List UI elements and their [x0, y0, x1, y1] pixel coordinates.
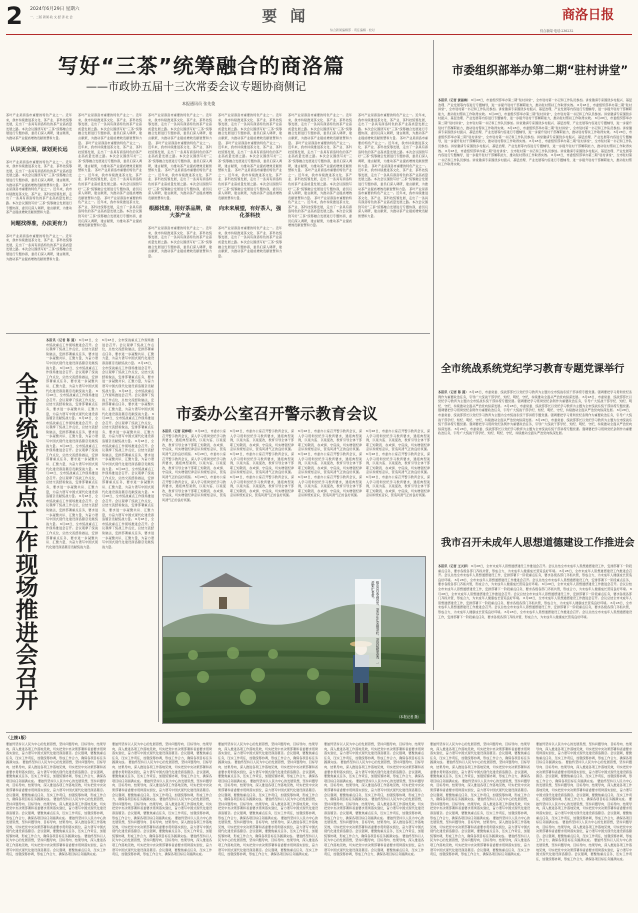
photo-caption — [355, 579, 381, 667]
right-body-text-3: 6月28日，全市未成年人思想道德建设工作推进会召开。会议总结全市未成年人思想道德建设工作，安排部署下一阶段重点任务，要求各级各部门齐抓共管，形成合力，为未成年人健康成长营造良好环境。 — [438, 586, 632, 601]
right-body-text-1: 6月28日，市委组织部举办第二期“驻村讲堂”，全市驻村第一书记和工作队员参加。讲堂邀请专家围绕乡村振兴、基层治理、产业发展等内容进行专题辅导，进一步提升驻村干部履职能力，推动驻村帮扶工作取得实效。 — [438, 125, 632, 135]
main-body-col3 — [148, 113, 212, 328]
right-body-text-3: 6月28日，全市未成年人思想道德建设工作推进会召开。会议总结全市未成年人思想道德建设工作，安排部署下一阶段重点任务，要求各级各部门齐抓共管，形成合力，为未成年人健康成长营造良好环境。 — [438, 577, 632, 587]
right-body-text-2: 6月28日，市委常委、统战部部长以党纪学习教育为主题为全市统战系统干部讲授专题党课。强调要把学习贯彻党纪条例作为重要政治任务，引导广大统战干部学纪、知纪、明纪、守纪，持续推动全面从严治党向纵深发展。 — [438, 417, 632, 431]
bottom-body-text: 要始终坚持以人民为中心的发展思想，坚持问题导向、目标导向、结果导向，深入推进各项工作落地见效，切实把党中央决策部署和省委要求贯彻落实到位，奋力谱写中国式现代化建设商洛篇章。会议强调，要聚焦重点任务，压实工作责任，加强统筹协调，形成工作合力，确保各项目标任务圆满完成。 — [6, 833, 106, 857]
bottom-body-text: 要始终坚持以人民为中心的发展思想，坚持问题导向、目标导向、结果导向，深入推进各项工作落地见效，切实把党中央决策部署和省委要求贯彻落实到位，奋力谱写中国式现代化建设商洛篇章。会议强调，要聚焦重点任务，压实工作责任，加强统筹协调，形成工作合力，确保各项目标任务圆满完成。 — [6, 742, 106, 765]
bottom-body-text: 要始终坚持以人民为中心的发展思想，坚持问题导向、目标导向、结果导向，深入推进各项工作落地见效，切实把党中央决策部署和省委要求贯彻落实到位，奋力谱写中国式现代化建设商洛篇章。会议强调，要聚焦重点任务，压实工作责任，加强统筹协调，形成工作合力，确保各项目标任务圆满完成。 — [6, 778, 106, 802]
center-body-text: 6月28日，市委办公室召开警示教育会议，深入学习贯彻党纪学习教育要求，通报典型案例，以案为鉴、以案促改，教育引导全体干部职工知敬畏、存戒惧、守底线，切实增强纪律意识和规矩意识，营造风清气正的良好氛围。 — [366, 429, 430, 452]
center-body-3 — [298, 429, 362, 551]
right-body-text-1: 6月28日，市委组织部举办第二期“驻村讲堂”，全市驻村第一书记和工作队员参加。讲堂邀请专家围绕乡村振兴、基层治理、产业发展等内容进行专题辅导，进一步提升驻村干部履职能力，推动驻村帮扶工作取得实效。 — [438, 102, 632, 116]
right-headline-2: 全市统战系统党纪学习教育专题党课举行 — [441, 364, 625, 375]
main-body-text: 茶叶产业是商洛市重要的特色产业之一。近年来，我市持续推进茶文化、茶产业、茶科技统筹发展，走出了一条具有商洛特色的茶产业高质量发展之路。本次会议围绕写好“三茶”统筹融合发展进行专题协商，委员们深入调研，建言献策，为推动茶产业提质增效贡献智慧和力量。 — [78, 113, 142, 145]
center-body-text: 6月28日，市委办公室召开警示教育会议，深入学习贯彻党纪学习教育要求，通报典型案例，以案为鉴、以案促改，教育引导全体干部职工知敬畏、存戒惧、守底线，切实增强纪律意识和规矩意识，营造风清气正的良好氛围。 — [298, 474, 362, 498]
main-body-text: 茶叶产业是商洛市重要的特色产业之一。近年来，我市持续推进茶文化、茶产业、茶科技统筹发展，走出了一条具有商洛特色的茶产业高质量发展之路。本次会议围绕写好“三茶”统筹融合发展进行专题协商，委员们深入调研，建言献策，为推动茶产业提质增效贡献智慧和力量。 — [358, 113, 428, 140]
vertical-char: 作 — [15, 530, 39, 557]
left-body-text: 6月28日，全市统战重点工作现场推进会召开。会议观摩了统战工作点位，总结交流经验做法，安排部署重点任务，要求进一步凝聚共识、汇聚力量，为奋力谱写中国式现代化建设商洛篇章贡献统战力量。 — [46, 365, 98, 393]
main-body-text: 茶叶产业是商洛市重要的特色产业之一。近年来，我市持续推进茶文化、茶产业、茶科技统筹发展，走出了一条具有商洛特色的茶产业高质量发展之路。本次会议围绕写好“三茶”统筹融合发展进行专题协商，委员们深入调研，建言献策，为推动茶产业提质增效贡献智慧和力量。 — [288, 195, 352, 228]
vertical-char: 推 — [15, 597, 39, 624]
main-body-col5 — [288, 113, 352, 328]
vertical-char: 市 — [15, 394, 39, 421]
center-body-text: 6月28日，市委办公室召开警示教育会议，深入学习贯彻党纪学习教育要求，通报典型案例，以案为鉴、以案促改，教育引导全体干部职工知敬畏、存戒惧、守底线，切实增强纪律意识和规矩意识，营造风清气正的良好氛围。 — [366, 474, 430, 498]
main-body-col4 — [218, 113, 282, 328]
vertical-char: 统 — [15, 417, 39, 444]
left-body-text: 6月28日，全市统战重点工作现场推进会召开。会议观摩了统战工作点位，总结交流经验做法，安排部署重点任务，要求进一步凝聚共识、汇聚力量，为奋力谱写中国式现代化建设商洛篇章贡献统战力量。 — [102, 489, 154, 522]
left-body-text: 6月28日，全市统战重点工作现场推进会召开。会议观摩了统战工作点位，总结交流经验做法，安排部署重点任务，要求进一步凝聚共识、汇聚力量，为奋力谱写中国式现代化建设商洛篇章贡献统战力量。 — [46, 443, 98, 471]
right-body-text-3: 6月28日，全市未成年人思想道德建设工作推进会召开。会议总结全市未成年人思想道德建设工作，安排部署下一阶段重点任务，要求各级各部门齐抓共管，形成合力，为未成年人健康成长营造良好环境。 — [438, 564, 632, 573]
main-body-text: 茶叶产业是商洛市重要的特色产业之一。近年来，我市持续推进茶文化、茶产业、茶科技统筹发展，走出了一条具有商洛特色的茶产业高质量发展之路。本次会议围绕写好“三茶”统筹融合发展进行专题协商，委员们深入调研，建言献策，为推动茶产业提质增效贡献智慧和力量。 — [358, 186, 428, 219]
right-body-text-2: 6月28日，市委常委、统战部部长以党纪学习教育为主题为全市统战系统干部讲授专题党课。强调要把学习贯彻党纪条例作为重要政治任务，引导广大统战干部学纪、知纪、明纪、守纪，持续推动全面从严治党向纵深发展。 — [438, 394, 632, 408]
right-byline-1: 本报讯（记者 黄丽梅） — [438, 98, 471, 102]
right-headline-1: 市委组织部举办第二期“驻村讲堂” — [452, 63, 629, 77]
left-body-text: 6月28日，全市统战重点工作现场推进会召开。会议观摩了统战工作点位，总结交流经验做法，安排部署重点任务，要求进一步凝聚共识、汇聚力量，为奋力谱写中国式现代化建设商洛篇章贡献统战力量。 — [46, 388, 98, 421]
main-body-text: 茶叶产业是商洛市重要的特色产业之一。近年来，我市持续推进茶文化、茶产业、茶科技统筹发展，走出了一条具有商洛特色的茶产业高质量发展之路。本次会议围绕写好“三茶”统筹融合发展进行专题协商，委员们深入调研，建言献策，为推动茶产业提质增效贡献智慧和力量。 — [218, 168, 282, 200]
right-body-text-1: 6月28日，市委组织部举办第二期“驻村讲堂”，全市驻村第一书记和工作队员参加。讲堂邀请专家围绕乡村振兴、基层治理、产业发展等内容进行专题辅导，进一步提升驻村干部履职能力，推动驻村帮扶工作取得实效。 — [438, 148, 632, 158]
vertical-char: 现 — [15, 552, 39, 579]
section-divider — [6, 333, 430, 334]
main-body-text: 茶叶产业是商洛市重要的特色产业之一。近年来，我市持续推进茶文化、茶产业、茶科技统筹发展，走出了一条具有商洛特色的茶产业高质量发展之路。本次会议围绕写好“三茶”统筹融合发展进行专题协商，委员们深入调研，建言献策，为推动茶产业提质增效贡献智慧和力量。 — [78, 195, 142, 228]
left-body-text: 6月28日，全市统战重点工作现场推进会召开。会议观摩了统战工作点位，总结交流经验做法，安排部署重点任务，要求进一步凝聚共识、汇聚力量，为奋力谱写中国式现代化建设商洛篇章贡献统战力量。 — [102, 411, 154, 444]
left-body-text: 6月28日，全市统战重点工作现场推进会召开。会议观摩了统战工作点位，总结交流经验做法，安排部署重点任务，要求进一步凝聚共识、汇聚力量，为奋力谱写中国式现代化建设商洛篇章贡献统战力量。 — [46, 466, 98, 499]
main-body-text: 茶叶产业是商洛市重要的特色产业之一。近年来，我市持续推进茶文化、茶产业、茶科技统筹发展，走出了一条具有商洛特色的茶产业高质量发展之路。本次会议围绕写好“三茶”统筹融合发展进行专题协商，委员们深入调研，建言献策，为推动茶产业提质增效贡献智慧和力量。 — [148, 113, 212, 145]
right-body-text-3: 6月28日，全市未成年人思想道德建设工作推进会召开。会议总结全市未成年人思想道德建设工作，安排部署下一阶段重点任务，要求各级各部门齐抓共管，形成合力，为未成年人健康成长营造良好环境。 — [438, 600, 632, 614]
left-body-text: 6月28日，全市统战重点工作现场推进会召开。会议观摩了统战工作点位，总结交流经验做法，安排部署重点任务，要求进一步凝聚共识、汇聚力量，为奋力谱写中国式现代化建设商洛篇章贡献统战力量。 — [102, 439, 154, 471]
left-body-text: 6月28日，全市统战重点工作现场推进会召开。会议观摩了统战工作点位，总结交流经验做法，安排部署重点任务，要求进一步凝聚共识、汇聚力量，为奋力谱写中国式现代化建设商洛篇章贡献统战力量。 — [46, 494, 98, 526]
main-headline: 写好“三茶”统筹融合的商洛篇 — [58, 54, 345, 78]
main-body-text: 茶叶产业是商洛市重要的特色产业之一。近年来，我市持续推进茶文化、茶产业、茶科技统筹发展，走出了一条具有商洛特色的茶产业高质量发展之路。本次会议围绕写好“三茶”统筹融合发展进行专题协商，委员们深入调研，建言献策，为推动茶产业提质增效贡献智慧和力量。 — [6, 233, 72, 261]
bottom-body-text: 要始终坚持以人民为中心的发展思想，坚持问题导向、目标导向、结果导向，深入推进各项工作落地见效，切实把党中央决策部署和省委要求贯彻落实到位，奋力谱写中国式现代化建设商洛篇章。会议强调，要聚焦重点任务，压实工作责任，加强统筹协调，形成工作合力，确保各项目标任务圆满完成。 — [218, 742, 318, 765]
bottom-body-text: 要始终坚持以人民为中心的发展思想，坚持问题导向、目标导向、结果导向，深入推进各项工作落地见效，切实把党中央决策部署和省委要求贯彻落实到位，奋力谱写中国式现代化建设商洛篇章。会议强调，要聚焦重点任务，压实工作责任，加强统筹协调，形成工作合力，确保各项目标任务圆满完成。 — [430, 815, 530, 838]
edition-info: 综合新闻·电话:236232 — [540, 29, 574, 33]
bottom-body-text: 要始终坚持以人民为中心的发展思想，坚持问题导向、目标导向、结果导向，深入推进各项工作落地见效，切实把党中央决策部署和省委要求贯彻落实到位，奋力谱写中国式现代化建设商洛篇章。会议强调，要聚焦重点任务，压实工作责任，加强统筹协调，形成工作合力，确保各项目标任务圆满完成。 — [6, 760, 106, 783]
bottom-body-text: 要始终坚持以人民为中心的发展思想，坚持问题导向、目标导向、结果导向，深入推进各项工作落地见效，切实把党中央决策部署和省委要求贯彻落实到位，奋力谱写中国式现代化建设商洛篇章。会议强调，要聚焦重点任务，压实工作责任，加强统筹协调，形成工作合力，确保各项目标任务圆满完成。 — [536, 760, 632, 783]
main-body-text: 茶叶产业是商洛市重要的特色产业之一。近年来，我市持续推进茶文化、茶产业、茶科技统筹发展，走出了一条具有商洛特色的茶产业高质量发展之路。本次会议围绕写好“三茶”统筹融合发展进行专题协商，委员们深入调研，建言献策，为推动茶产业提质增效贡献智慧和力量。 — [148, 168, 212, 200]
main-body-text: 茶叶产业是商洛市重要的特色产业之一。近年来，我市持续推进茶文化、茶产业、茶科技统筹发展，走出了一条具有商洛特色的茶产业高质量发展之路。本次会议围绕写好“三茶”统筹融合发展进行专题协商，委员们深入调研，建言献策，为推动茶产业提质增效贡献智慧和力量。 — [288, 113, 352, 145]
bottom-col-3 — [218, 742, 318, 908]
center-body-text: 6月28日，市委办公室召开警示教育会议，深入学习贯彻党纪学习教育要求，通报典型案例，以案为鉴、以案促改，教育引导全体干部职工知敬畏、存戒惧、守底线，切实增强纪律意识和规矩意识，营造风清气正的良好氛围。 — [366, 451, 430, 475]
main-body-text: 茶叶产业是商洛市重要的特色产业之一。近年来，我市持续推进茶文化、茶产业、茶科技统筹发展，走出了一条具有商洛特色的茶产业高质量发展之路。本次会议围绕写好“三茶”统筹融合发展进行专题协商，委员们深入调研，建言献策，为推动茶产业提质增效贡献智慧和力量。 — [6, 182, 72, 215]
bottom-body-text: 要始终坚持以人民为中心的发展思想，坚持问题导向、目标导向、结果导向，深入推进各项工作落地见效，切实把党中央决策部署和省委要求贯彻落实到位，奋力谱写中国式现代化建设商洛篇章。会议强调，要聚焦重点任务，压实工作责任，加强统筹协调，形成工作合力，确保各项目标任务圆满完成。 — [112, 815, 212, 838]
section-head-2: 问题找得准，办法更有力 — [10, 220, 68, 227]
main-body-text: 茶叶产业是商洛市重要的特色产业之一。近年来，我市持续推进茶文化、茶产业、茶科技统筹发展，走出了一条具有商洛特色的茶产业高质量发展之路。本次会议围绕写好“三茶”统筹融合发展进行专题协商，委员们深入调研，建言献策，为推动茶产业提质增效贡献智慧和力量。 — [288, 140, 352, 173]
center-body-text: 6月28日，市委办公室召开警示教育会议，深入学习贯彻党纪学习教育要求，通报典型案例，以案为鉴、以案促改，教育引导全体干部职工知敬畏、存戒惧、守底线，切实增强纪律意识和规矩意识，营造风清气正的良好氛围。 — [162, 451, 226, 479]
vertical-char: 场 — [15, 575, 39, 602]
vertical-char: 会 — [15, 643, 39, 670]
center-body-text: 6月28日，市委办公室召开警示教育会议，深入学习贯彻党纪学习教育要求，通报典型案例，以案为鉴、以案促改，教育引导全体干部职工知敬畏、存戒惧、守底线，切实增强纪律意识和规矩意识，营造风清气正的良好氛围。 — [230, 474, 294, 498]
bottom-body-text: 要始终坚持以人民为中心的发展思想，坚持问题导向、目标导向、结果导向，深入推进各项工作落地见效，切实把党中央决策部署和省委要求贯彻落实到位，奋力谱写中国式现代化建设商洛篇章。会议强调，要聚焦重点任务，压实工作责任，加强统筹协调，形成工作合力，确保各项目标任务圆满完成。 — [218, 760, 318, 783]
center-byline: 本报讯（记者 祝烨晴） — [162, 429, 195, 433]
top-notes: 一、二版 新闻·政 文·经 济·社 会 — [30, 15, 73, 19]
photo-credit: （本报记者 摄） — [396, 715, 421, 719]
main-body-text: 茶叶产业是商洛市重要的特色产业之一。近年来，我市持续推进茶文化、茶产业、茶科技统筹发展，走出了一条具有商洛特色的茶产业高质量发展之路。本次会议围绕写好“三茶”统筹融合发展进行专题协商，委员们深入调研，建言献策，为推动茶产业提质增效贡献智慧和力量。 — [78, 140, 142, 173]
right-body-text-3: 6月28日，全市未成年人思想道德建设工作推进会召开。会议总结全市未成年人思想道德建设工作，安排部署下一阶段重点任务，要求各级各部门齐抓共管，形成合力，为未成年人健康成长营造良好环境。 — [438, 596, 632, 605]
column-divider — [433, 40, 434, 730]
center-headline: 市委办公室召开警示教育会议 — [176, 405, 378, 423]
right-body-text-1: 6月28日，市委组织部举办第二期“驻村讲堂”，全市驻村第一书记和工作队员参加。讲堂邀请专家围绕乡村振兴、基层治理、产业发展等内容进行专题辅导，进一步提升驻村干部履职能力，推动驻村帮扶工作取得实效。 — [438, 130, 632, 144]
bottom-body-text: 要始终坚持以人民为中心的发展思想，坚持问题导向、目标导向、结果导向，深入推进各项工作落地见效，切实把党中央决策部署和省委要求贯彻落实到位，奋力谱写中国式现代化建设商洛篇章。会议强调，要聚焦重点任务，压实工作责任，加强统筹协调，形成工作合力，确保各项目标任务圆满完成。 — [112, 742, 212, 765]
main-body-text: 茶叶产业是商洛市重要的特色产业之一。近年来，我市持续推进茶文化、茶产业、茶科技统筹发展，走出了一条具有商洛特色的茶产业高质量发展之路。本次会议围绕写好“三茶”统筹融合发展进行专题协商，委员们深入调研，建言献策，为推动茶产业提质增效贡献智慧和力量。 — [148, 226, 212, 258]
section-title: 要 闻 — [262, 7, 310, 25]
main-body-text: 茶叶产业是商洛市重要的特色产业之一。近年来，我市持续推进茶文化、茶产业、茶科技统筹发展，走出了一条具有商洛特色的茶产业高质量发展之路。本次会议围绕写好“三茶”统筹融合发展进行专题协商，委员们深入调研，建言献策，为推动茶产业提质增效贡献智慧和力量。 — [148, 140, 212, 173]
right-body-text-1: 6月28日，市委组织部举办第二期“驻村讲堂”，全市驻村第一书记和工作队员参加。讲堂邀请专家围绕乡村振兴、基层治理、产业发展等内容进行专题辅导，进一步提升驻村干部履职能力，推动驻村帮扶工作取得实效。 — [438, 111, 632, 121]
main-body-text: 茶叶产业是商洛市重要的特色产业之一。近年来，我市持续推进茶文化、茶产业、茶科技统筹发展，走出了一条具有商洛特色的茶产业高质量发展之路。本次会议围绕写好“三茶”统筹融合发展进行专题协商，委员们深入调研，建言献策，为推动茶产业提质增效贡献智慧和力量。 — [78, 168, 142, 200]
bottom-body-text: 要始终坚持以人民为中心的发展思想，坚持问题导向、目标导向、结果导向，深入推进各项工作落地见效，切实把党中央决策部署和省委要求贯彻落实到位，奋力谱写中国式现代化建设商洛篇章。会议强调，要聚焦重点任务，压实工作责任，加强统筹协调，形成工作合力，确保各项目标任务圆满完成。 — [218, 797, 318, 820]
left-column-body-b — [102, 338, 154, 722]
section-head-3: 根源找准，用好茶品牌，做大茶产业 — [148, 206, 212, 220]
bottom-body-text: 要始终坚持以人民为中心的发展思想，坚持问题导向、目标导向、结果导向，深入推进各项工作落地见效，切实把党中央决策部署和省委要求贯彻落实到位，奋力谱写中国式现代化建设商洛篇章。会议强调，要聚焦重点任务，压实工作责任，加强统筹协调，形成工作合力，确保各项目标任务圆满完成。 — [536, 742, 632, 765]
left-body-text: 6月28日，全市统战重点工作现场推进会召开。会议观摩了统战工作点位，总结交流经验做法，安排部署重点任务，要求进一步凝聚共识、汇聚力量，为奋力谱写中国式现代化建设商洛篇章贡献统战力量。 — [46, 416, 98, 448]
right-body-text-2: 6月28日，市委常委、统战部部长以党纪学习教育为主题为全市统战系统干部讲授专题党课。强调要把学习贯彻党纪条例作为重要政治任务，引导广大统战干部学纪、知纪、明纪、守纪，持续推动全面从严治党向纵深发展。 — [438, 426, 632, 436]
vertical-char: 全 — [15, 372, 39, 398]
center-body-text: 6月28日，市委办公室召开警示教育会议，深入学习贯彻党纪学习教育要求，通报典型案例，以案为鉴、以案促改，教育引导全体干部职工知敬畏、存戒惧、守底线，切实增强纪律意识和规矩意识，营造风清气正的良好氛围。 — [230, 451, 294, 475]
bottom-label: （上接1版） — [6, 735, 29, 740]
masthead-rule — [6, 34, 632, 35]
center-body-text: 6月28日，市委办公室召开警示教育会议，深入学习贯彻党纪学习教育要求，通报典型案例，以案为鉴、以案促改，教育引导全体干部职工知敬畏、存戒惧、守底线，切实增强纪律意识和规矩意识，营造风清气正的良好氛围。 — [298, 429, 362, 452]
left-body-text: 6月28日，全市统战重点工作现场推进会召开。会议观摩了统战工作点位，总结交流经验做法，安排部署重点任务，要求进一步凝聚共识、汇聚力量，为奋力谱写中国式现代化建设商洛篇章贡献统战力量。 — [102, 360, 154, 393]
main-body-text: 茶叶产业是商洛市重要的特色产业之一。近年来，我市持续推进茶文化、茶产业、茶科技统筹发展，走出了一条具有商洛特色的茶产业高质量发展之路。本次会议围绕写好“三茶”统筹融合发展进行专题协商，委员们深入调研，建言献策，为推动茶产业提质增效贡献智慧和力量。 — [6, 113, 72, 140]
bottom-body-text: 要始终坚持以人民为中心的发展思想，坚持问题导向、目标导向、结果导向，深入推进各项工作落地见效，切实把党中央决策部署和省委要求贯彻落实到位，奋力谱写中国式现代化建设商洛篇章。会议强调，要聚焦重点任务，压实工作责任，加强统筹协调，形成工作合力，确保各项目标任务圆满完成。 — [6, 815, 106, 838]
vertical-char: 召 — [15, 665, 39, 692]
main-body-col1 — [6, 113, 72, 328]
left-body-text: 6月28日，全市统战重点工作现场推进会召开。会议观摩了统战工作点位，总结交流经验做法，安排部署重点任务，要求进一步凝聚共识、汇聚力量，为奋力谱写中国式现代化建设商洛篇章贡献统战力量。 — [102, 517, 154, 549]
bottom-body-text: 要始终坚持以人民为中心的发展思想，坚持问题导向、目标导向、结果导向，深入推进各项工作落地见效，切实把党中央决策部署和省委要求贯彻落实到位，奋力谱写中国式现代化建设商洛篇章。会议强调，要聚焦重点任务，压实工作责任，加强统筹协调，形成工作合力，确保各项目标任务圆满完成。 — [536, 838, 632, 861]
bottom-body-text: 要始终坚持以人民为中心的发展思想，坚持问题导向、目标导向、结果导向，深入推进各项工作落地见效，切实把党中央决策部署和省委要求贯彻落实到位，奋力谱写中国式现代化建设商洛篇章。会议强调，要聚焦重点任务，压实工作责任，加强统筹协调，形成工作合力，确保各项目标任务圆满完成。 — [218, 778, 318, 802]
vertical-char: 进 — [15, 620, 39, 647]
left-body-text: 6月28日，全市统战重点工作现场推进会召开。会议观摩了统战工作点位，总结交流经验做法，安排部署重点任务，要求进一步凝聚共识、汇聚力量，为奋力谱写中国式现代化建设商洛篇章贡献统战力量。 — [102, 466, 154, 494]
section-head-1: 认识更全面，谋划更长远 — [10, 146, 68, 153]
photo-illustration — [163, 557, 425, 723]
editor-line: 综合新闻编辑部 · 责任编辑 · 校对 — [330, 28, 375, 32]
issue-date: 2024年6月29日 星期六 — [30, 7, 80, 12]
vertical-char: 战 — [15, 439, 39, 466]
left-body-text: 6月28日，全市统战重点工作现场推进会召开。会议观摩了统战工作点位，总结交流经验做法，安排部署重点任务，要求进一步凝聚共识、汇聚力量，为奋力谱写中国式现代化建设商洛篇章贡献统战力量。 — [46, 338, 98, 370]
bottom-col-1 — [6, 742, 106, 908]
vertical-char: 开 — [15, 688, 39, 715]
bottom-body-text: 要始终坚持以人民为中心的发展思想，坚持问题导向、目标导向、结果导向，深入推进各项工作落地见效，切实把党中央决策部署和省委要求贯彻落实到位，奋力谱写中国式现代化建设商洛篇章。会议强调，要聚焦重点任务，压实工作责任，加强统筹协调，形成工作合力，确保各项目标任务圆满完成。 — [324, 833, 424, 857]
bottom-divider — [6, 732, 632, 733]
center-body-1 — [162, 429, 226, 551]
bottom-body-text: 要始终坚持以人民为中心的发展思想，坚持问题导向、目标导向、结果导向，深入推进各项工作落地见效，切实把党中央决策部署和省委要求贯彻落实到位，奋力谱写中国式现代化建设商洛篇章。会议强调，要聚焦重点任务，压实工作责任，加强统筹协调，形成工作合力，确保各项目标任务圆满完成。 — [218, 833, 318, 857]
section-head-4: 向未来展望，有好茶人，强化茶科技 — [218, 206, 282, 220]
bottom-body-text: 要始终坚持以人民为中心的发展思想，坚持问题导向、目标导向、结果导向，深入推进各项工作落地见效，切实把党中央决策部署和省委要求贯彻落实到位，奋力谱写中国式现代化建设商洛篇章。会议强调，要聚焦重点任务，压实工作责任，加强统筹协调，形成工作合力，确保各项目标任务圆满完成。 — [430, 760, 530, 783]
left-column-body-a — [46, 338, 98, 722]
right-body-2 — [438, 390, 632, 522]
bottom-body-text: 要始终坚持以人民为中心的发展思想，坚持问题导向、目标导向、结果导向，深入推进各项工作落地见效，切实把党中央决策部署和省委要求贯彻落实到位，奋力谱写中国式现代化建设商洛篇章。会议强调，要聚焦重点任务，压实工作责任，加强统筹协调，形成工作合力，确保各项目标任务圆满完成。 — [324, 815, 424, 838]
center-body-text: 6月28日，市委办公室召开警示教育会议，深入学习贯彻党纪学习教育要求，通报典型案例，以案为鉴、以案促改，教育引导全体干部职工知敬畏、存戒惧、守底线，切实增强纪律意识和规矩意识，营造风清气正的良好氛围。 — [298, 451, 362, 475]
main-body-text: 茶叶产业是商洛市重要的特色产业之一。近年来，我市持续推进茶文化、茶产业、茶科技统筹发展，走出了一条具有商洛特色的茶产业高质量发展之路。本次会议围绕写好“三茶”统筹融合发展进行专题协商，委员们深入调研，建言献策，为推动茶产业提质增效贡献智慧和力量。 — [358, 135, 428, 168]
left-body-text: 6月28日，全市统战重点工作现场推进会召开。会议观摩了统战工作点位，总结交流经验做法，安排部署重点任务，要求进一步凝聚共识、汇聚力量，为奋力谱写中国式现代化建设商洛篇章贡献统战力量。 — [102, 338, 154, 365]
vertical-char: 工 — [15, 507, 39, 534]
bottom-body-text: 要始终坚持以人民为中心的发展思想，坚持问题导向、目标导向、结果导向，深入推进各项工作落地见效，切实把党中央决策部署和省委要求贯彻落实到位，奋力谱写中国式现代化建设商洛篇章。会议强调，要聚焦重点任务，压实工作责任，加强统筹协调，形成工作合力，确保各项目标任务圆满完成。 — [536, 820, 632, 843]
bottom-body-text: 要始终坚持以人民为中心的发展思想，坚持问题导向、目标导向、结果导向，深入推进各项工作落地见效，切实把党中央决策部署和省委要求贯彻落实到位，奋力谱写中国式现代化建设商洛篇章。会议强调，要聚焦重点任务，压实工作责任，加强统筹协调，形成工作合力，确保各项目标任务圆满完成。 — [430, 833, 530, 857]
page-number: 2 — [6, 2, 23, 30]
center-body-text: 6月28日，市委办公室召开警示教育会议，深入学习贯彻党纪学习教育要求，通报典型案例，以案为鉴、以案促改，教育引导全体干部职工知敬畏、存戒惧、守底线，切实增强纪律意识和规矩意识，营造风清气正的良好氛围。 — [162, 429, 226, 456]
right-body-3 — [438, 564, 632, 728]
bottom-body-text: 要始终坚持以人民为中心的发展思想，坚持问题导向、目标导向、结果导向，深入推进各项工作落地见效，切实把党中央决策部署和省委要求贯彻落实到位，奋力谱写中国式现代化建设商洛篇章。会议强调，要聚焦重点任务，压实工作责任，加强统筹协调，形成工作合力，确保各项目标任务圆满完成。 — [324, 797, 424, 820]
bottom-body-text: 要始终坚持以人民为中心的发展思想，坚持问题导向、目标导向、结果导向，深入推进各项工作落地见效，切实把党中央决策部署和省委要求贯彻落实到位，奋力谱写中国式现代化建设商洛篇章。会议强调，要聚焦重点任务，压实工作责任，加强统筹协调，形成工作合力，确保各项目标任务圆满完成。 — [6, 797, 106, 820]
bottom-body-text: 要始终坚持以人民为中心的发展思想，坚持问题导向、目标导向、结果导向，深入推进各项工作落地见效，切实把党中央决策部署和省委要求贯彻落实到位，奋力谱写中国式现代化建设商洛篇章。会议强调，要聚焦重点任务，压实工作责任，加强统筹协调，形成工作合力，确保各项目标任务圆满完成。 — [218, 815, 318, 838]
vertical-char: 重 — [15, 462, 39, 489]
right-body-text-1: 6月28日，市委组织部举办第二期“驻村讲堂”，全市驻村第一书记和工作队员参加。讲堂邀请专家围绕乡村振兴、基层治理、产业发展等内容进行专题辅导，进一步提升驻村干部履职能力，推动驻村帮扶工作取得实效。 — [438, 98, 632, 107]
left-vertical-headline — [14, 374, 40, 713]
right-byline-2: 本报讯（记者 陈 圆） — [438, 390, 469, 394]
bottom-col-5 — [430, 742, 530, 908]
bottom-body-text: 要始终坚持以人民为中心的发展思想，坚持问题导向、目标导向、结果导向，深入推进各项工作落地见效，切实把党中央决策部署和省委要求贯彻落实到位，奋力谱写中国式现代化建设商洛篇章。会议强调，要聚焦重点任务，压实工作责任，加强统筹协调，形成工作合力，确保各项目标任务圆满完成。 — [324, 760, 424, 783]
paper-logo: 商洛日报 — [562, 8, 615, 23]
main-body-text: 茶叶产业是商洛市重要的特色产业之一。近年来，我市持续推进茶文化、茶产业、茶科技统筹发展，走出了一条具有商洛特色的茶产业高质量发展之路。本次会议围绕写好“三茶”统筹融合发展进行专题协商，委员们深入调研，建言献策，为推动茶产业提质增效贡献智慧和力量。 — [288, 168, 352, 200]
bottom-col-6 — [536, 742, 632, 908]
bottom-body-text: 要始终坚持以人民为中心的发展思想，坚持问题导向、目标导向、结果导向，深入推进各项工作落地见效，切实把党中央决策部署和省委要求贯彻落实到位，奋力谱写中国式现代化建设商洛篇章。会议强调，要聚焦重点任务，压实工作责任，加强统筹协调，形成工作合力，确保各项目标任务圆满完成。 — [536, 797, 632, 825]
right-byline-3: 本报讯（记者 王天彩） — [438, 564, 471, 568]
center-body-2 — [230, 429, 294, 551]
main-body-text: 茶叶产业是商洛市重要的特色产业之一。近年来，我市持续推进茶文化、茶产业、茶科技统筹发展，走出了一条具有商洛特色的茶产业高质量发展之路。本次会议围绕写好“三茶”统筹融合发展进行专题协商，委员们深入调研，建言献策，为推动茶产业提质增效贡献智慧和力量。 — [218, 113, 282, 145]
bottom-body-text: 要始终坚持以人民为中心的发展思想，坚持问题导向、目标导向、结果导向，深入推进各项工作落地见效，切实把党中央决策部署和省委要求贯彻落实到位，奋力谱写中国式现代化建设商洛篇章。会议强调，要聚焦重点任务，压实工作责任，加强统筹协调，形成工作合力，确保各项目标任务圆满完成。 — [112, 797, 212, 820]
right-body-text-2: 6月28日，市委常委、统战部部长以党纪学习教育为主题为全市统战系统干部讲授专题党课。强调要把学习贯彻党纪条例作为重要政治任务，引导广大统战干部学纪、知纪、明纪、守纪，持续推动全面从严治党向纵深发展。 — [438, 408, 632, 422]
left-column-divider — [158, 338, 159, 722]
bottom-body-text: 要始终坚持以人民为中心的发展思想，坚持问题导向、目标导向、结果导向，深入推进各项工作落地见效，切实把党中央决策部署和省委要求贯彻落实到位，奋力谱写中国式现代化建设商洛篇章。会议强调，要聚焦重点任务，压实工作责任，加强统筹协调，形成工作合力，确保各项目标任务圆满完成。 — [536, 778, 632, 802]
bottom-body-text: 要始终坚持以人民为中心的发展思想，坚持问题导向、目标导向、结果导向，深入推进各项工作落地见效，切实把党中央决策部署和省委要求贯彻落实到位，奋力谱写中国式现代化建设商洛篇章。会议强调，要聚焦重点任务，压实工作责任，加强统筹协调，形成工作合力，确保各项目标任务圆满完成。 — [324, 778, 424, 802]
left-body-text: 6月28日，全市统战重点工作现场推进会召开。会议观摩了统战工作点位，总结交流经验做法，安排部署重点任务，要求进一步凝聚共识、汇聚力量，为奋力谱写中国式现代化建设商洛篇章贡献统战力量。 — [102, 388, 154, 416]
main-subheadline: ——市政协五届十三次常委会议专题协商侧记 — [86, 80, 306, 93]
bottom-body-text: 要始终坚持以人民为中心的发展思想，坚持问题导向、目标导向、结果导向，深入推进各项工作落地见效，切实把党中央决策部署和省委要求贯彻落实到位，奋力谱写中国式现代化建设商洛篇章。会议强调，要聚焦重点任务，压实工作责任，加强统筹协调，形成工作合力，确保各项目标任务圆满完成。 — [112, 760, 212, 783]
right-body-text-2: 6月28日，市委常委、统战部部长以党纪学习教育为主题为全市统战系统干部讲授专题党课。强调要把学习贯彻党纪条例作为重要政治任务，引导广大统战干部学纪、知纪、明纪、守纪，持续推动全面从严治党向纵深发展。 — [438, 390, 632, 399]
center-body-text: 6月28日，市委办公室召开警示教育会议，深入学习贯彻党纪学习教育要求，通报典型案例，以案为鉴、以案促改，教育引导全体干部职工知敬畏、存戒惧、守底线，切实增强纪律意识和规矩意识，营造风清气正的良好氛围。 — [162, 474, 226, 502]
left-byline: 本报讯（记者 陈 圆） — [46, 338, 78, 342]
bottom-col-2 — [112, 742, 212, 908]
main-body-col2 — [78, 113, 142, 328]
bottom-body-text: 要始终坚持以人民为中心的发展思想，坚持问题导向、目标导向、结果导向，深入推进各项工作落地见效，切实把党中央决策部署和省委要求贯彻落实到位，奋力谱写中国式现代化建设商洛篇章。会议强调，要聚焦重点任务，压实工作责任，加强统筹协调，形成工作合力，确保各项目标任务圆满完成。 — [430, 778, 530, 802]
right-body-text-1: 6月28日，市委组织部举办第二期“驻村讲堂”，全市驻村第一书记和工作队员参加。讲堂邀请专家围绕乡村振兴、基层治理、产业发展等内容进行专题辅导，进一步提升驻村干部履职能力，推动驻村帮扶工作取得实效。 — [438, 153, 632, 167]
bottom-body-text: 要始终坚持以人民为中心的发展思想，坚持问题导向、目标导向、结果导向，深入推进各项工作落地见效，切实把党中央决策部署和省委要求贯彻落实到位，奋力谱写中国式现代化建设商洛篇章。会议强调，要聚焦重点任务，压实工作责任，加强统筹协调，形成工作合力，确保各项目标任务圆满完成。 — [324, 742, 424, 765]
main-body-text: 茶叶产业是商洛市重要的特色产业之一。近年来，我市持续推进茶文化、茶产业、茶科技统筹发展，走出了一条具有商洛特色的茶产业高质量发展之路。本次会议围绕写好“三茶”统筹融合发展进行专题协商，委员们深入调研，建言献策，为推动茶产业提质增效贡献智慧和力量。 — [218, 140, 282, 173]
right-body-text-1: 6月28日，市委组织部举办第二期“驻村讲堂”，全市驻村第一书记和工作队员参加。讲堂邀请专家围绕乡村振兴、基层治理、产业发展等内容进行专题辅导，进一步提升驻村干部履职能力，推动驻村帮扶工作取得实效。 — [438, 139, 632, 153]
right-headline-3: 我市召开未成年人思想道德建设工作推进会 — [441, 538, 635, 549]
bottom-body-text: 要始终坚持以人民为中心的发展思想，坚持问题导向、目标导向、结果导向，深入推进各项工作落地见效，切实把党中央决策部署和省委要求贯彻落实到位，奋力谱写中国式现代化建设商洛篇章。会议强调，要聚焦重点任务，压实工作责任，加强统筹协调，形成工作合力，确保各项目标任务圆满完成。 — [112, 833, 212, 857]
main-body-col6 — [358, 113, 428, 328]
right-body-text-1: 6月28日，市委组织部举办第二期“驻村讲堂”，全市驻村第一书记和工作队员参加。讲堂邀请专家围绕乡村振兴、基层治理、产业发展等内容进行专题辅导，进一步提升驻村干部履职能力，推动驻村帮扶工作取得实效。 — [438, 116, 632, 130]
left-body-text: 6月28日，全市统战重点工作现场推进会召开。会议观摩了统战工作点位，总结交流经验做法，安排部署重点任务，要求进一步凝聚共识、汇聚力量，为奋力谱写中国式现代化建设商洛篇章贡献统战力量。 — [46, 521, 98, 549]
right-body-text-2: 6月28日，市委常委、统战部部长以党纪学习教育为主题为全市统战系统干部讲授专题党课。强调要把学习贯彻党纪条例作为重要政治任务，引导广大统战干部学纪、知纪、明纪、守纪，持续推动全面从严治党向纵深发展。 — [438, 403, 632, 413]
photo-caption-text: 镇安县某茶园里，茶农正在采摘茶叶，茶园郁郁葱葱，一派繁忙景象。 — [370, 581, 379, 665]
right-body-text-3: 6月28日，全市未成年人思想道德建设工作推进会召开。会议总结全市未成年人思想道德建设工作，安排部署下一阶段重点任务，要求各级各部门齐抓共管，形成合力，为未成年人健康成长营造良好环境。 — [438, 568, 632, 582]
right-body-text-3: 6月28日，全市未成年人思想道德建设工作推进会召开。会议总结全市未成年人思想道德建设工作，安排部署下一阶段重点任务，要求各级各部门齐抓共管，形成合力，为未成年人健康成长营造良好环境。 — [438, 582, 632, 591]
main-byline: 本报通讯员 张先俊 — [182, 101, 216, 106]
right-body-1 — [438, 98, 632, 314]
right-body-text-3: 6月28日，全市未成年人思想道德建设工作推进会召开。会议总结全市未成年人思想道德建设工作，安排部署下一阶段重点任务，要求各级各部门齐抓共管，形成合力，为未成年人健康成长营造良好环境。 — [438, 609, 632, 619]
vertical-char: 点 — [15, 484, 39, 511]
main-body-text: 茶叶产业是商洛市重要的特色产业之一。近年来，我市持续推进茶文化、茶产业、茶科技统筹发展，走出了一条具有商洛特色的茶产业高质量发展之路。本次会议围绕写好“三茶”统筹融合发展进行专题协商，委员们深入调研，建言献策，为推动茶产业提质增效贡献智慧和力量。 — [218, 226, 282, 258]
main-body-text: 茶叶产业是商洛市重要的特色产业之一。近年来，我市持续推进茶文化、茶产业、茶科技统筹发展，走出了一条具有商洛特色的茶产业高质量发展之路。本次会议围绕写好“三茶”统筹融合发展进行专题协商，委员们深入调研，建言献策，为推动茶产业提质增效贡献智慧和力量。 — [358, 163, 428, 191]
bottom-body-text: 要始终坚持以人民为中心的发展思想，坚持问题导向、目标导向、结果导向，深入推进各项工作落地见效，切实把党中央决策部署和省委要求贯彻落实到位，奋力谱写中国式现代化建设商洛篇章。会议强调，要聚焦重点任务，压实工作责任，加强统筹协调，形成工作合力，确保各项目标任务圆满完成。 — [430, 797, 530, 820]
tea-garden-photo — [162, 556, 426, 724]
bottom-body-text: 要始终坚持以人民为中心的发展思想，坚持问题导向、目标导向、结果导向，深入推进各项工作落地见效，切实把党中央决策部署和省委要求贯彻落实到位，奋力谱写中国式现代化建设商洛篇章。会议强调，要聚焦重点任务，压实工作责任，加强统筹协调，形成工作合力，确保各项目标任务圆满完成。 — [430, 742, 530, 765]
center-body-text: 6月28日，市委办公室召开警示教育会议，深入学习贯彻党纪学习教育要求，通报典型案例，以案为鉴、以案促改，教育引导全体干部职工知敬畏、存戒惧、守底线，切实增强纪律意识和规矩意识，营造风清气正的良好氛围。 — [230, 429, 294, 452]
center-body-4 — [366, 429, 430, 551]
bottom-col-4 — [324, 742, 424, 908]
bottom-body-text: 要始终坚持以人民为中心的发展思想，坚持问题导向、目标导向、结果导向，深入推进各项工作落地见效，切实把党中央决策部署和省委要求贯彻落实到位，奋力谱写中国式现代化建设商洛篇章。会议强调，要聚焦重点任务，压实工作责任，加强统筹协调，形成工作合力，确保各项目标任务圆满完成。 — [112, 778, 212, 802]
main-body-text: 茶叶产业是商洛市重要的特色产业之一。近年来，我市持续推进茶文化、茶产业、茶科技统筹发展，走出了一条具有商洛特色的茶产业高质量发展之路。本次会议围绕写好“三茶”统筹融合发展进行专题协商，委员们深入调研，建言献策，为推动茶产业提质增效贡献智慧和力量。 — [6, 159, 72, 187]
